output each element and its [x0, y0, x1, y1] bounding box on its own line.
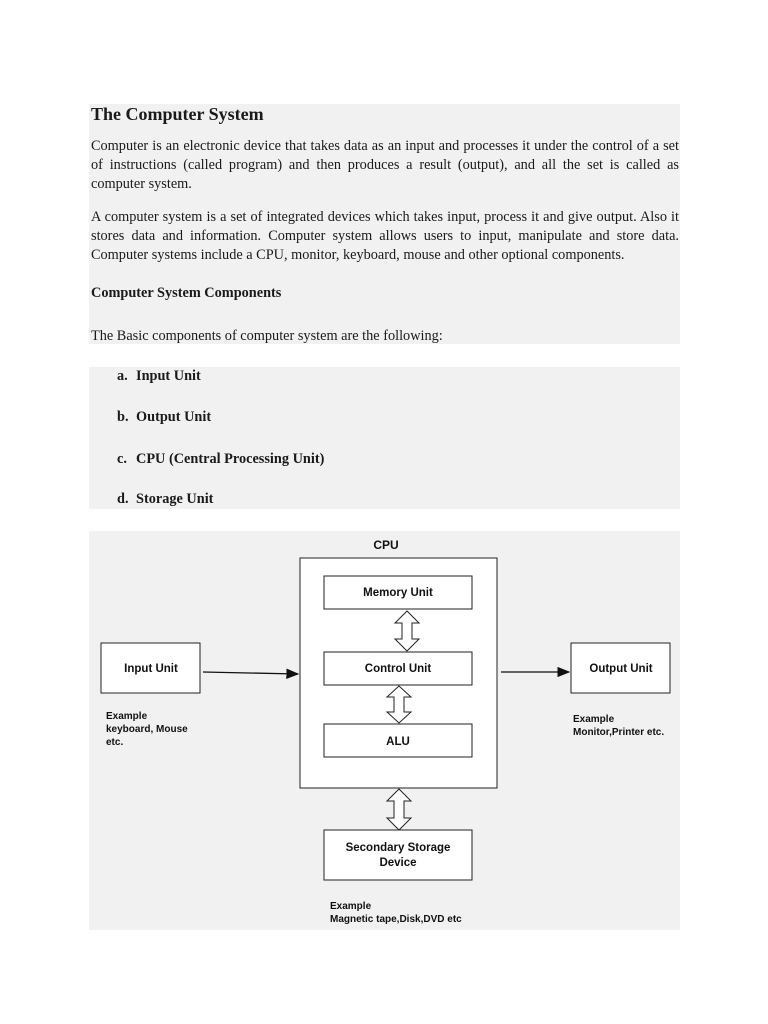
cpu-label: CPU — [373, 538, 399, 552]
alu-label: ALU — [386, 736, 410, 748]
storage-label-line: Device — [379, 857, 417, 869]
components-heading: Computer System Components — [91, 285, 282, 301]
input-example-line: keyboard, Mouse — [106, 724, 188, 735]
input-unit-label: Input Unit — [124, 663, 178, 675]
list-item: b. Output Unit — [117, 409, 212, 425]
definition-paragraph: A computer system is a set of integrated devices which takes input, process it and give output. Also it stores data and information. Computer system allows users to input, manipulate and store data. Computer systems include a CPU, monitor, keyboard, mouse and other optional components. — [91, 209, 679, 263]
list-item: d. Storage Unit — [117, 491, 214, 507]
input-example-line: Example — [106, 711, 148, 722]
list-item: c. CPU (Central Processing Unit) — [117, 451, 325, 467]
control-unit-label: Control Unit — [364, 663, 432, 675]
storage-example-line: Example — [330, 901, 372, 912]
output-unit-label: Output Unit — [589, 663, 653, 675]
list-item: a. Input Unit — [117, 368, 201, 384]
page-title: The Computer System — [91, 104, 264, 124]
input-example-line: etc. — [106, 737, 124, 748]
computer-system-diagram — [89, 531, 680, 930]
components-intro: The Basic components of computer system are the following: — [91, 328, 443, 344]
cpu-storage-double-arrow — [387, 789, 411, 830]
secondary-storage-box — [324, 830, 472, 880]
intro-paragraph: Computer is an electronic device that takes data as an input and processes it under the control of a set of instructions (called program) and then produces a result (output), and all the set is called as computer system. — [91, 138, 679, 192]
memory-unit-label: Memory Unit — [363, 587, 433, 599]
output-example-line: Example — [573, 714, 615, 725]
storage-example-line: Magnetic tape,Disk,DVD etc — [330, 914, 462, 925]
output-example-line: Monitor,Printer etc. — [573, 727, 665, 738]
storage-label-line: Secondary Storage — [345, 842, 451, 854]
input-to-cpu-arrow — [203, 672, 298, 674]
list-highlight-block — [89, 367, 680, 509]
